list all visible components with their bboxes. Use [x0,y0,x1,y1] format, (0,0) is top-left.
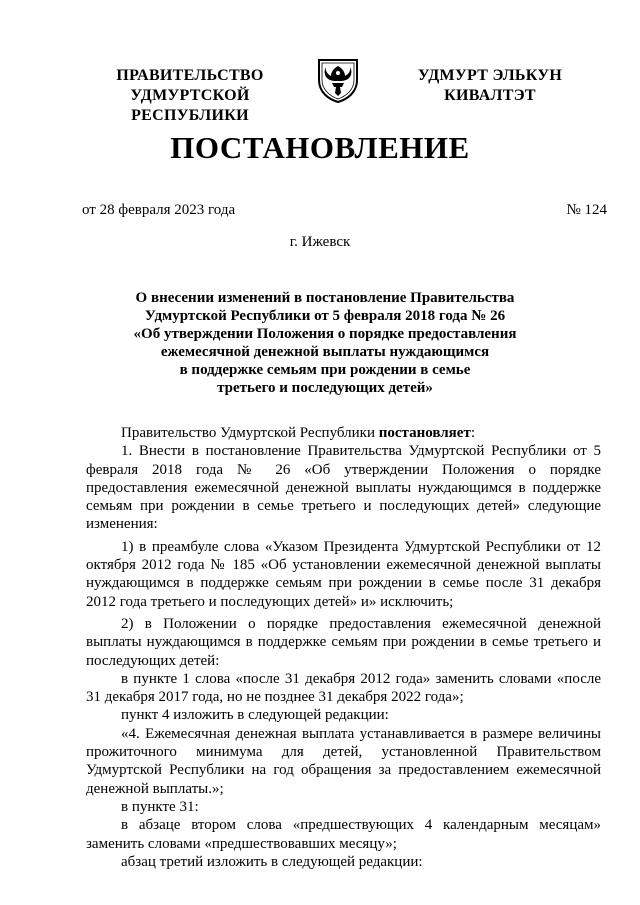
document-title [110,289,540,397]
title-line: «Об утверждении Положения о порядке предоставления [133,326,517,342]
document-number: № 124 [566,202,607,218]
body-paragraph: 1. Внести в постановление Правительства Удмуртской Республики от 5 февраля 2018 года № 26 «Об утверждении Положения о порядке предоставления ежемесячной денежной выплаты нуждающимся в поддержке семьям при рождении в семье третьего и последующих детей» следующие изменения: [86,443,601,533]
body-paragraph: в абзаце втором слова «предшествующих 4 календарным месяцам» заменить словами «предшествовавших месяцу»; [86,817,601,852]
body-paragraph: пункт 4 изложить в следующей редакции: [121,707,389,724]
document-date: от 28 февраля 2023 года [82,202,236,218]
title-line: третьего и последующих детей» [217,380,433,396]
header-right-line1: УДМУРТ ЭЛЬКУН [417,67,563,84]
header-government-udm [375,66,605,106]
header-left-line2: УДМУРТСКОЙ РЕСПУБЛИКИ [130,87,250,124]
document-city: г. Ижевск [289,234,351,250]
title-line: ежемесячной денежной выплаты нуждающимся [160,344,490,360]
body-paragraph: в пункте 1 слова «после 31 декабря 2012 года» заменить словами «после 31 декабря 2017 года, но не позднее 31 декабря 2022 года»; [86,670,601,706]
coat-of-arms-icon [315,56,361,104]
title-line: в поддержке семьям при рождении в семье [179,362,471,378]
body-paragraph: 1) в преамбуле слова «Указом Президента Удмуртской Республики от 12 октября 2012 года № 185 «Об установлении ежемесячной денежной выплаты нуждающимся в поддержке семьям при рождении в семье после 31 декабря 2012 года третьего и последующих детей» и» исключить; [86,538,601,610]
body-paragraph: абзац третий изложить в следующей редакции: [121,853,423,870]
body-paragraph: «4. Ежемесячная денежная выплата устанавливается в размере величины прожиточного минимума для детей, установленной Правительством Удмуртской Республики на год обращения за предоставлением ежемесячной денежной выплаты.»; [86,725,601,797]
intro-end: : [470,425,475,441]
title-line: О внесении изменений в постановление Правительства [135,290,515,306]
header-right-line2: КИВАЛТЭТ [444,87,536,104]
document-type: ПОСТАНОВЛЕНИЕ [170,130,470,165]
header-government-ru [75,66,305,126]
intro-verb: постановляет [378,425,471,441]
document-body [86,424,601,871]
title-line: Удмуртской Республики от 5 февраля 2018 года № 26 [144,308,506,324]
intro-text: Правительство Удмуртской Республики [121,425,379,441]
header-left-line1: ПРАВИТЕЛЬСТВО [116,67,264,84]
body-paragraph: 2) в Положении о порядке предоставления ежемесячной денежной выплаты нуждающимся в поддержке семьям при рождении в семье третьего и последующих детей: [86,615,601,669]
body-paragraph: в пункте 31: [121,798,199,815]
intro-paragraph [86,424,601,442]
